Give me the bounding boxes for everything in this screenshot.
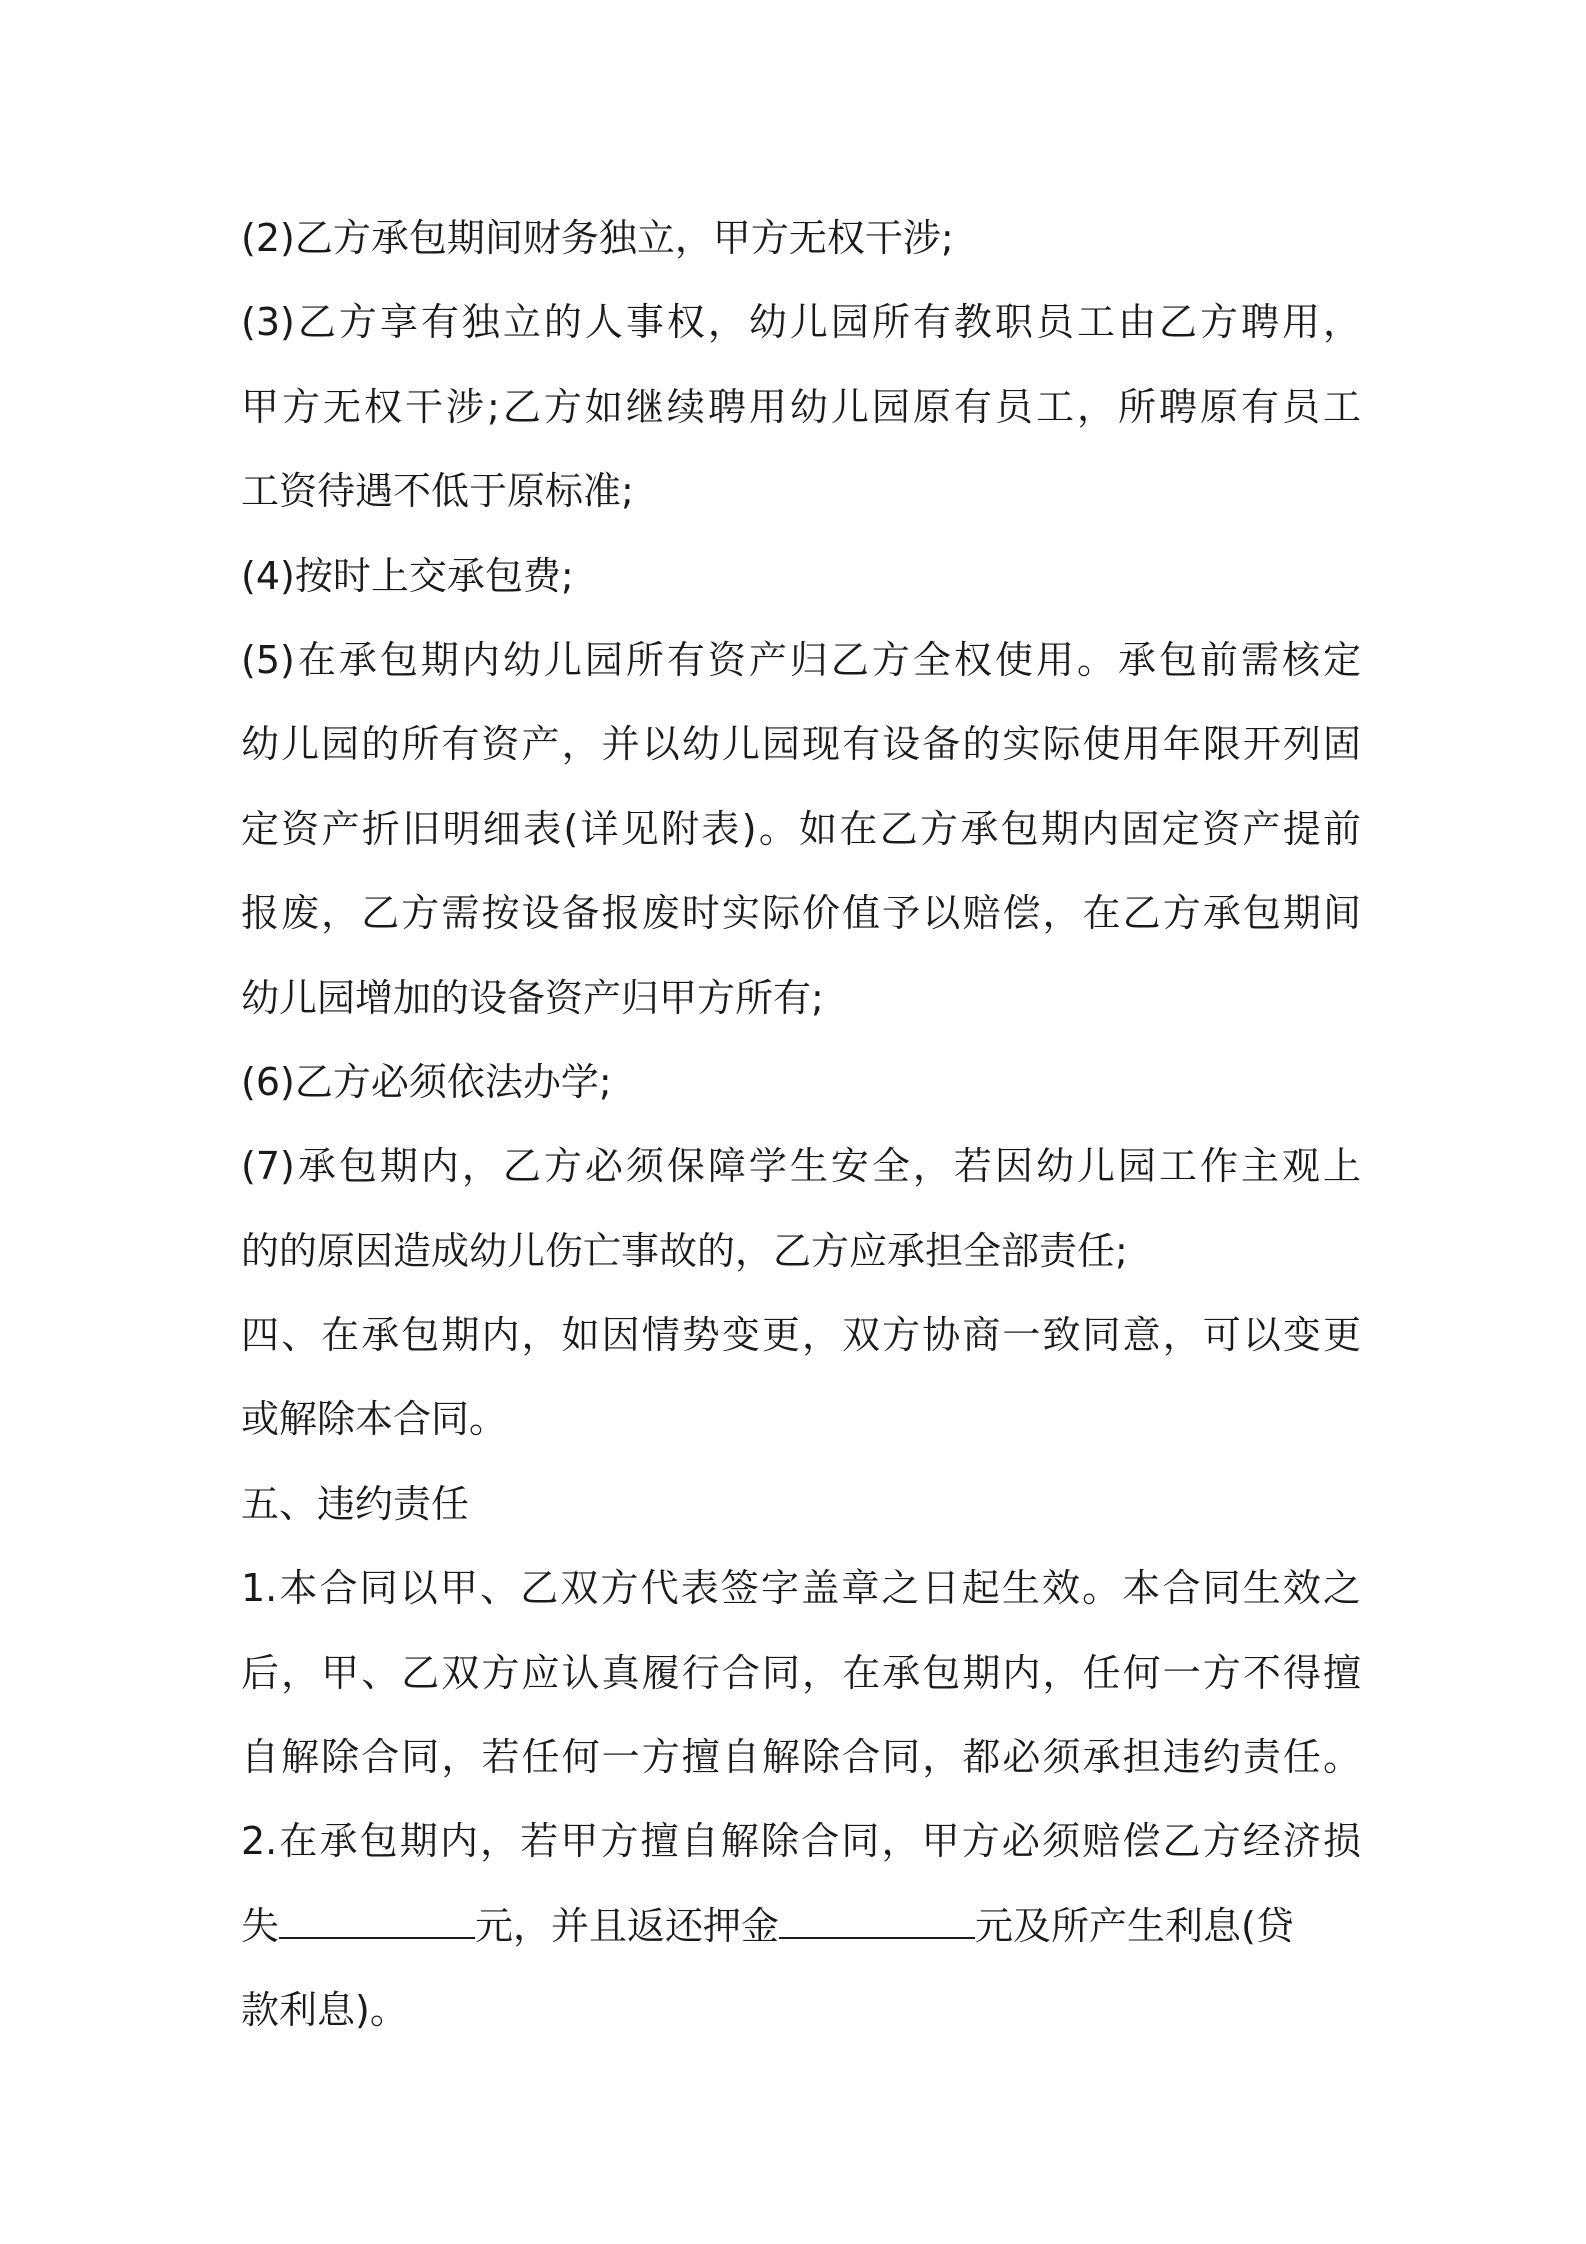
text-line: 2.在承包期内，若甲方擅自解除合同，甲方必须赔偿乙方经济损 — [241, 1819, 1361, 1864]
text-line: 或解除本合同。 — [241, 1397, 508, 1442]
text-segment: 元，并且返还押金 — [475, 1903, 780, 1948]
text-line: 报废，乙方需按设备报废时实际价值予以赔偿，在乙方承包期间 — [241, 891, 1361, 936]
document-body — [241, 196, 1361, 2053]
text-line: 款利息)。 — [241, 1988, 408, 2033]
text-line: (5)在承包期内幼儿园所有资产归乙方全权使用。承包前需核定 — [241, 637, 1361, 682]
text-line: 定资产折旧明细表(详见附表)。如在乙方承包期内固定资产提前 — [241, 806, 1361, 851]
text-line: 后，甲、乙双方应认真履行合同，在承包期内，任何一方不得擅 — [241, 1650, 1361, 1695]
text-line: 工资待遇不低于原标准; — [241, 469, 634, 514]
text-line: 幼儿园的所有资产，并以幼儿园现有设备的实际使用年限开列固 — [241, 722, 1361, 767]
text-line: (6)乙方必须依法办学; — [241, 1059, 612, 1104]
text-segment: 元及所产生利息(贷 — [975, 1903, 1294, 1948]
text-line: 幼儿园增加的设备资产归甲方所有; — [241, 975, 824, 1020]
text-line: (3)乙方享有独立的人事权，幼儿园所有教职员工由乙方聘用， — [241, 300, 1361, 345]
text-line: (4)按时上交承包费; — [241, 553, 574, 598]
blank-field — [779, 1895, 975, 1939]
text-segment: 失 — [241, 1903, 280, 1948]
section-heading: 五、违约责任 — [241, 1481, 470, 1526]
blank-field — [279, 1895, 475, 1939]
text-line: 自解除合同，若任何一方擅自解除合同，都必须承担违约责任。 — [241, 1735, 1361, 1780]
text-line: (7)承包期内，乙方必须保障学生安全，若因幼儿园工作主观上 — [241, 1144, 1361, 1189]
text-line: 1.本合同以甲、乙双方代表签字盖章之日起生效。本合同生效之 — [241, 1566, 1361, 1611]
text-line-with-blanks — [241, 1884, 1361, 1968]
text-line: 四、在承包期内，如因情势变更，双方协商一致同意，可以变更 — [241, 1313, 1361, 1358]
text-line: (2)乙方承包期间财务独立，甲方无权干涉; — [241, 216, 954, 260]
text-line: 甲方无权干涉;乙方如继续聘用幼儿园原有员工，所聘原有员工 — [241, 384, 1361, 429]
text-line: 的的原因造成幼儿伤亡事故的，乙方应承担全部责任; — [241, 1228, 1128, 1273]
